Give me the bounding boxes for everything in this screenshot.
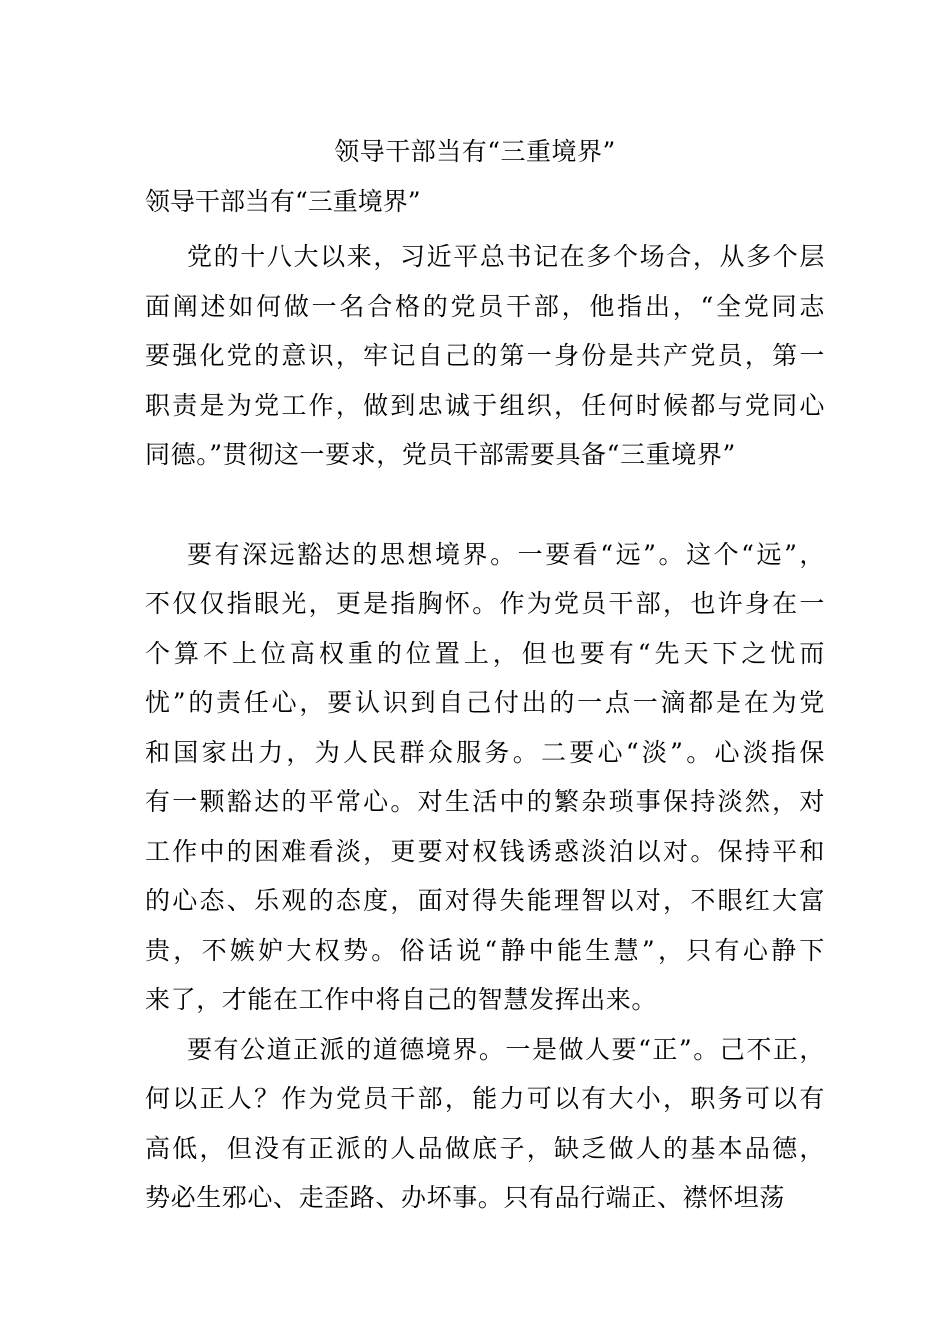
paragraph-line: 高低，但没有正派的人品做底子，缺乏做人的基本品德，: [145, 1133, 825, 1163]
paragraph-thought-realm: [145, 530, 825, 1025]
paragraph-line: 忧”的责任心，要认识到自己付出的一点一滴都是在为党: [145, 688, 825, 717]
paragraph-line: 有一颗豁达的平常心。对生活中的繁杂琐事保持淡然，对: [145, 787, 825, 816]
paragraph-line: 贵，不嫉妒大权势。俗话说“静中能生慧”，只有心静下: [145, 935, 825, 965]
paragraph-line: 面阐述如何做一名合格的党员干部，他指出，“全党同志: [145, 291, 825, 321]
paragraph-line: 要有深远豁达的思想境界。一要看“远”。这个“远”，: [187, 539, 825, 569]
paragraph-line: 和国家出力，为人民群众服务。二要心“淡”。心淡指保: [145, 737, 825, 767]
document-subtitle: 领导干部当有“三重境界”: [145, 187, 421, 216]
paragraph-line: 职责是为党工作，做到忠诚于组织，任何时候都与党同心: [145, 390, 825, 420]
paragraph-line: 势必生邪心、走歪路、办坏事。只有品行端正、襟怀坦荡: [145, 1183, 786, 1212]
paragraph-line: 同德。”贯彻这一要求，党员干部需要具备“三重境界”: [145, 440, 736, 469]
paragraph-line: 来了，才能在工作中将自己的智慧发挥出来。: [145, 985, 658, 1014]
paragraph-line: 党的十八大以来，习近平总书记在多个场合，从多个层: [187, 242, 825, 271]
paragraph-intro: [145, 232, 825, 480]
document-body: [145, 182, 825, 1223]
paragraph-line: 要有公道正派的道德境界。一是做人要“正”。己不正，: [187, 1034, 825, 1064]
paragraph-line: 的心态、乐观的态度，面对得失能理智以对，不眼红大富: [145, 886, 825, 915]
paragraph-line: 工作中的困难看淡，更要对权钱诱惑淡泊以对。保持平和: [145, 836, 825, 866]
paragraph-moral-realm: [145, 1025, 825, 1223]
paragraph-line: 不仅仅指眼光，更是指胸怀。作为党员干部，也许身在一: [145, 589, 825, 618]
document-title: 领导干部当有“三重境界”: [334, 137, 616, 166]
paragraph-line: 要强化党的意识，牢记自己的第一身份是共产党员，第一: [145, 341, 825, 370]
paragraph-line: 个算不上位高权重的位置上，但也要有“先天下之忧而: [145, 638, 825, 668]
paragraph-line: 何以正人？作为党员干部，能力可以有大小，职务可以有: [145, 1084, 825, 1113]
